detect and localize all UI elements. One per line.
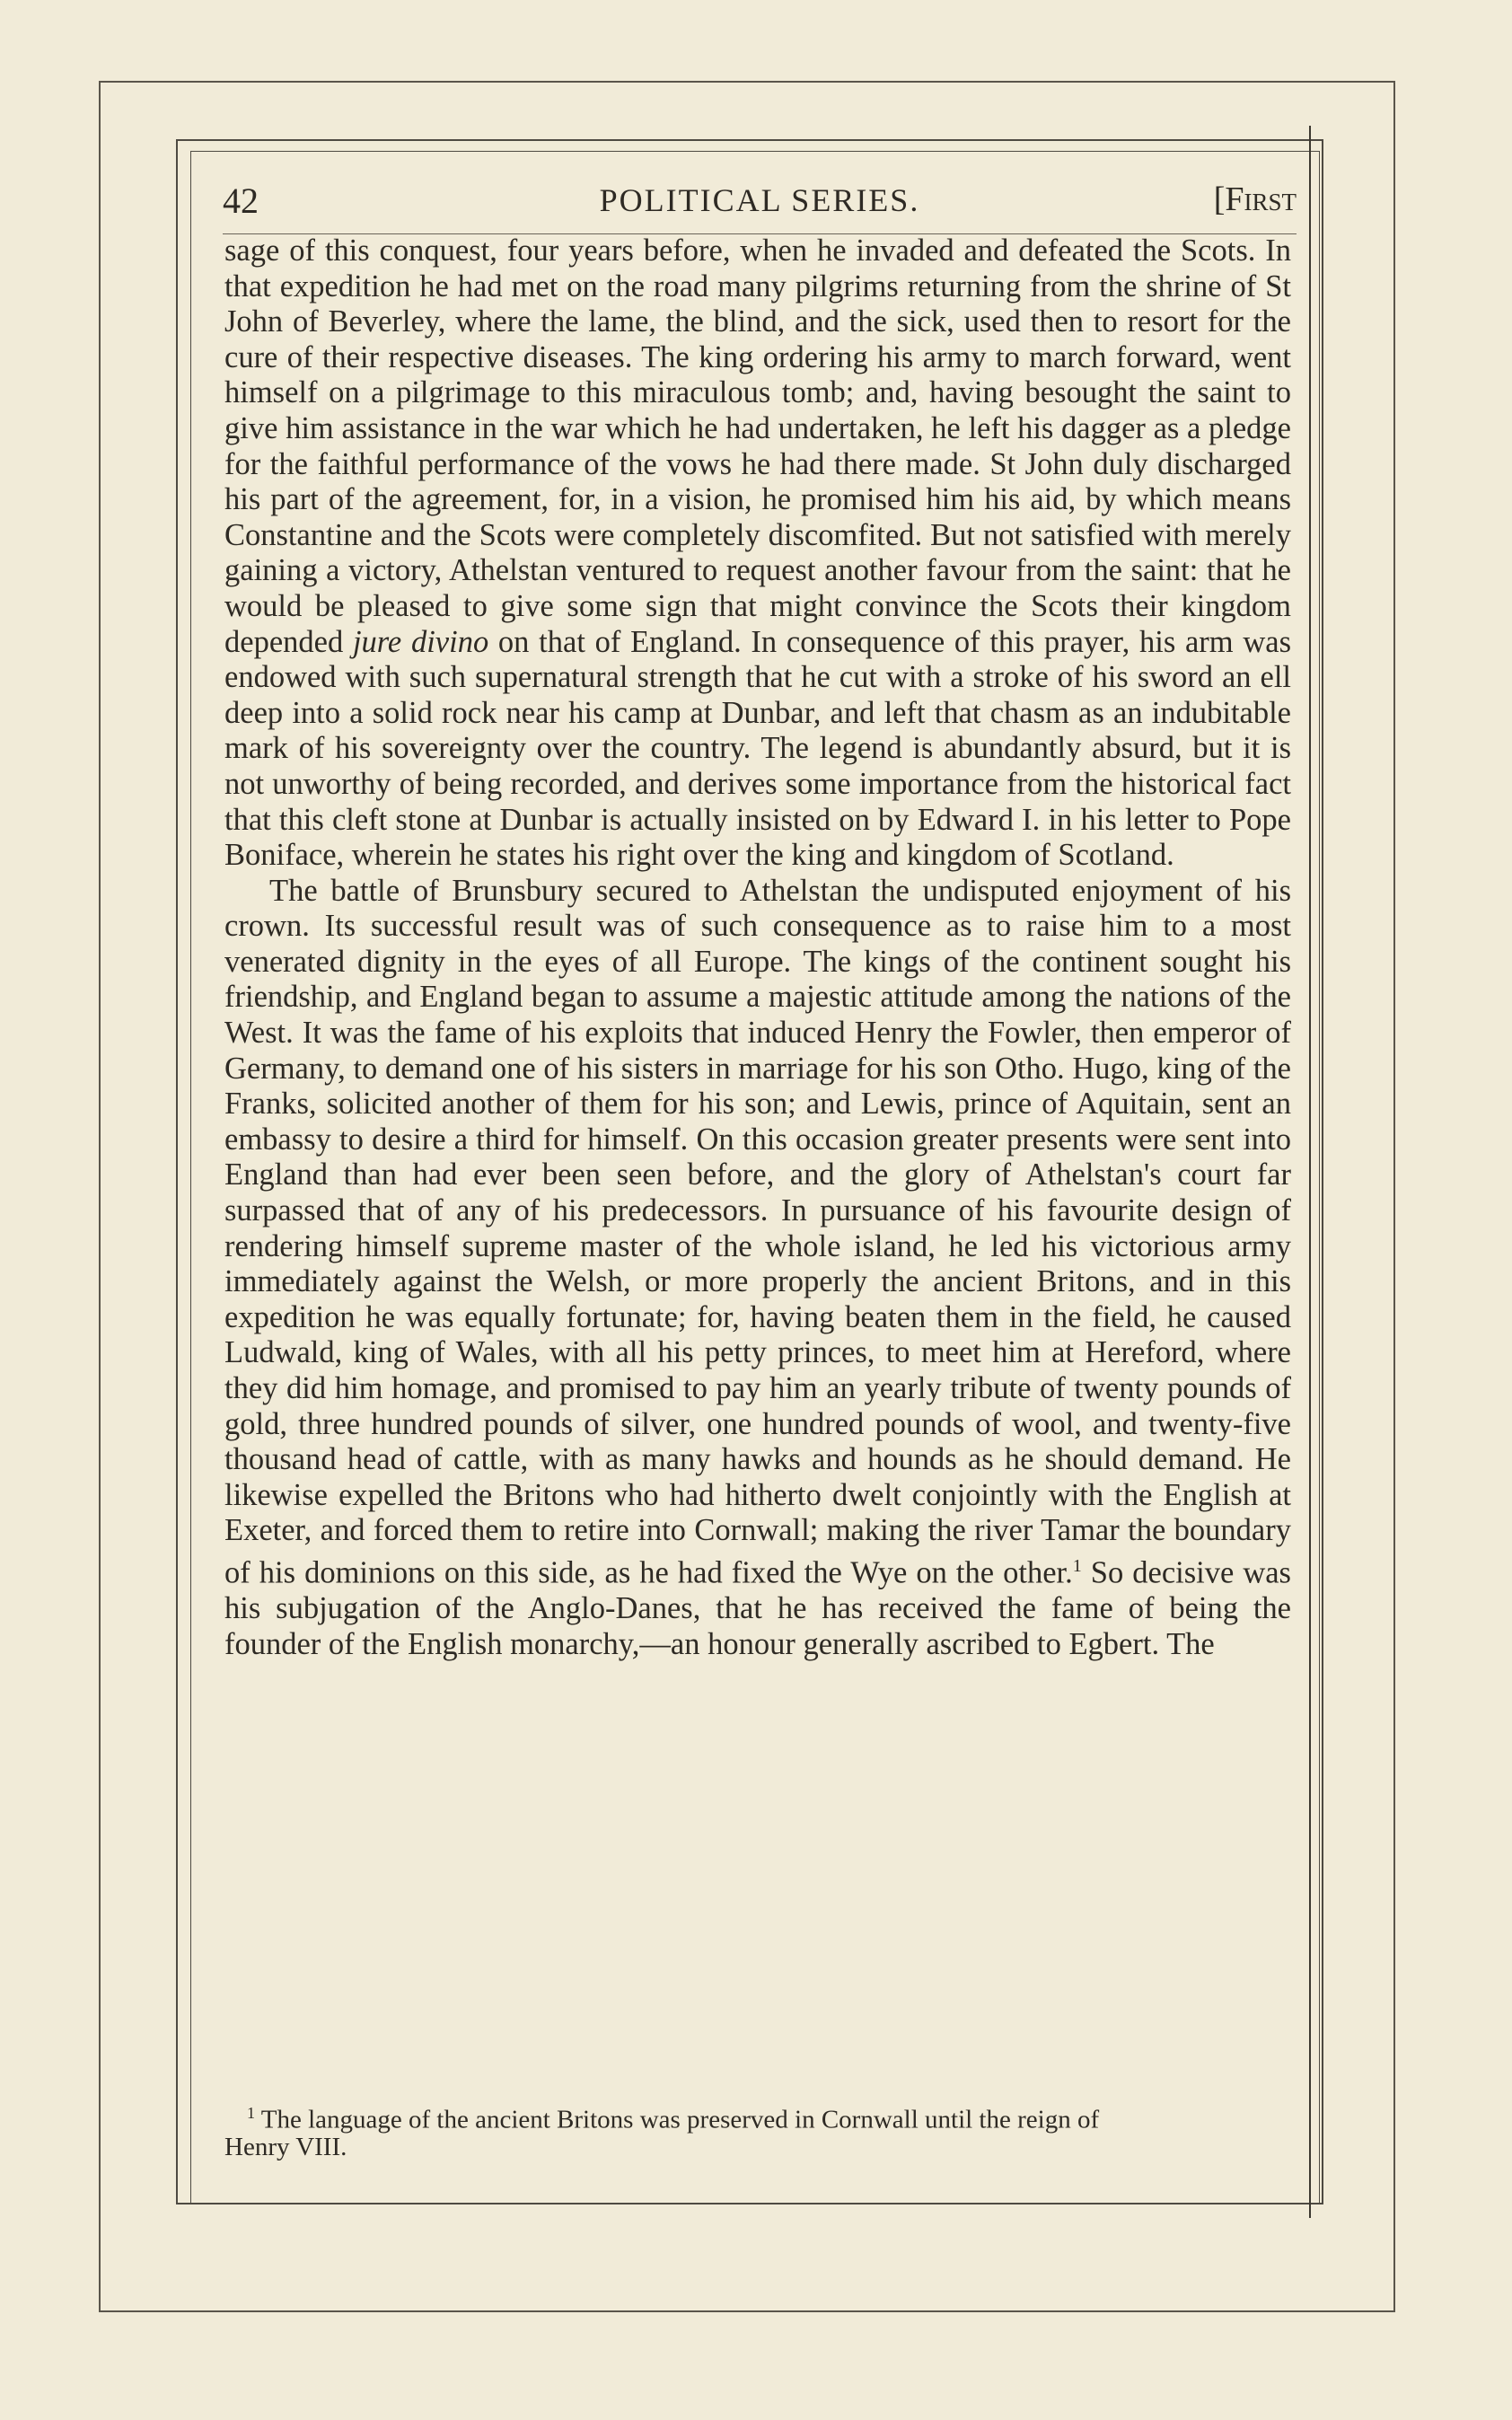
running-head-right: [First [1213, 180, 1297, 218]
paragraph-1-text: sage of this conquest, four years before, when he invaded and defeated the Scots. In that expedition he had met on the road many pilgrims returning from the shrine of St John of Beverley, where the lame, the blind, and the sick, used then to resort for the cure of their respective diseases. The king ordering his army to march forward, went himself on a pilgrimage to this miraculous tomb; and, having besought the saint to give him assistance in the war which he had undertaken, he left his dagger as a pledge for the faithful performance of the vows he had there made. St John duly discharged his part of the agreement, for, in a vision, he promised him his aid, by which means Constantine and the Scots were completely discomfited. But not satisfied with merely gaining a victory, Athelstan ventured to request another favour from the saint: that he would be pleased to give some sign that might convince the Scots their kingdom depended [224, 233, 1291, 659]
running-title: POLITICAL SERIES. [599, 182, 920, 218]
italic-phrase: jure divino [352, 624, 489, 659]
paragraph-1-end: on that of England. In consequence of this prayer, his arm was endowed with such supernatural strength that he cut with a stroke of his sword an ell deep into a solid rock near his camp at Dunbar, and left that chasm as an indubitable mark of his sovereignty over the country. The legend is abundantly absurd, but it is not unworthy of being recorded, and derives some importance from the historical fact that this cleft stone at Dunbar is actually insisted on by Edward I. in his letter to Pope Boniface, wherein he states his right over the king and kingdom of Scotland. [224, 624, 1292, 873]
paragraph-2 [224, 874, 1291, 1663]
paragraph-1 [224, 233, 1291, 874]
page-header [223, 180, 1297, 224]
right-border-line [1309, 126, 1311, 2218]
footnote-line-2: Henry VIII. [224, 2132, 347, 2161]
paragraph-2-text: The battle of Brunsbury secured to Athelstan the undisputed enjoyment of his crown. Its successful result was of such consequence as to raise him to a most venerated dignity in the eyes of all Europe. The kings of the continent sought his friendship, and England began to assume a majestic attitude among the nations of the West. It was the fame of his exploits that induced Henry the Fowler, then emperor of Germany, to demand one of his sisters in marriage for his son Otho. Hugo, king of the Franks, solicited another of them for his son; and Lewis, prince of Aquitain, sent an embassy to desire a third for himself. On this occasion greater presents were sent into England than had ever been seen before, and the glory of Athelstan's court far surpassed that of any of his predecessors. In pursuance of his favourite design of rendering himself supreme master of the whole island, he led his victorious army immediately against the Welsh, or more properly the ancient Britons, and in this expedition he was equally fortunate; for, having beaten them in the field, he caused Ludwald, king of Wales, with all his petty princes, to meet him at Hereford, where they did him homage, and promised to pay him an yearly tribute of twenty pounds of gold, three hundred pounds of silver, one hundred pounds of wool, and twenty-five thousand head of cattle, with as many hawks and hounds as he should demand. He likewise expelled the Britons who had hitherto dwelt conjointly with the English at Exeter, and forced them to retire into Cornwall; making the river Tamar the boundary of his dominions on this side, as he had fixed the Wye on the other. [224, 873, 1291, 1590]
footnote-reference: 1 [1072, 1555, 1082, 1576]
footnote-marker: 1 [247, 2104, 255, 2122]
page-number: 42 [223, 180, 259, 221]
paragraph-2-end: So decisive was his subjugation of the Anglo-Danes, that he has received the fame of being the founder of the English monarchy,—an honour generally ascribed to Egbert. The [224, 1555, 1291, 1661]
footnote-line-1: The language of the ancient Britons was preserved in Cornwall until the reign of [260, 2105, 1100, 2134]
body-text [224, 233, 1291, 1662]
footnote [224, 2099, 1291, 2161]
